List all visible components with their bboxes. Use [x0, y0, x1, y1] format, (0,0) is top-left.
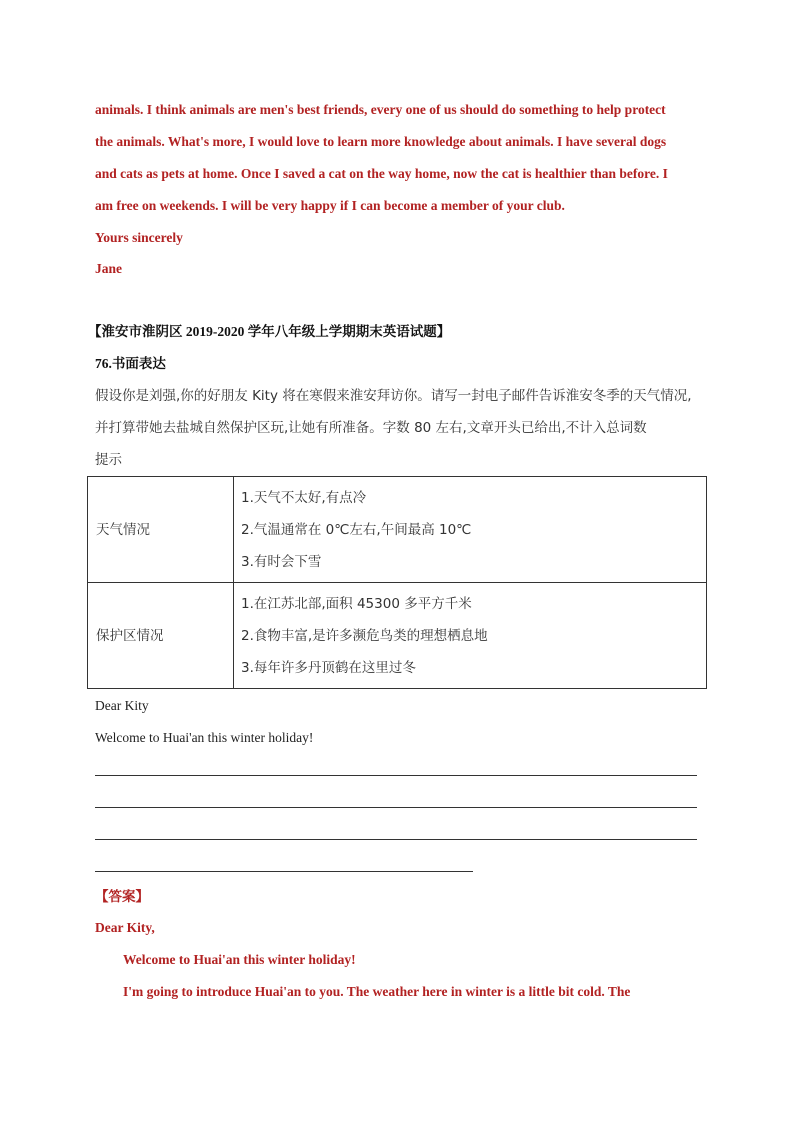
- writing-line: [95, 775, 697, 776]
- writing-line: [95, 871, 473, 872]
- answer-line: Welcome to Huai'an this winter holiday!: [123, 952, 356, 967]
- hint-table-content-cell: [234, 477, 707, 583]
- letter-signature: Jane: [95, 261, 122, 276]
- answer-continuation-line: and cats as pets at home. Once I saved a cat on the way home, now the cat is healthier than before. I: [95, 166, 668, 181]
- answer-salutation: Dear Kity,: [95, 920, 155, 935]
- hint-table-label-cell: [88, 477, 234, 583]
- hint-table-label-cell: [88, 583, 234, 689]
- hint-item: 2.食物丰富,是许多濒危鸟类的理想栖息地: [241, 627, 488, 644]
- writing-line: [95, 839, 697, 840]
- answer-continuation-line: animals. I think animals are men's best friends, every one of us should do something to help protect: [95, 102, 666, 117]
- answer-continuation-line: am free on weekends. I will be very happy if I can become a member of your club.: [95, 198, 565, 213]
- hint-row-label: 天气情况: [96, 521, 150, 538]
- question-number-title: 76.书面表达: [95, 356, 166, 371]
- letter-closing: Yours sincerely: [95, 230, 183, 245]
- hint-row-label: 保护区情况: [96, 627, 164, 644]
- hint-table-row-reserve: [88, 583, 707, 689]
- answer-label: 【答案】: [95, 889, 149, 905]
- instruction-line: 并打算带她去盐城自然保护区玩,让她有所准备。字数 80 左右,文章开头已给出,不计入总词数: [95, 420, 647, 436]
- hint-table-row-weather: [88, 477, 707, 583]
- hint-label: 提示: [95, 452, 122, 468]
- hint-item: 3.有时会下雪: [241, 553, 322, 570]
- question-source-heading: 【淮安市淮阴区 2019-2020 学年八年级上学期期末英语试题】: [88, 324, 451, 339]
- hint-item: 3.每年许多丹顶鹤在这里过冬: [241, 659, 416, 676]
- hint-table: [87, 476, 707, 689]
- letter-salutation: Dear Kity: [95, 698, 149, 713]
- hint-item: 1.天气不太好,有点冷: [241, 489, 367, 506]
- answer-line: I'm going to introduce Huai'an to you. The weather here in winter is a little bit cold. The: [123, 984, 631, 999]
- answer-continuation-line: the animals. What's more, I would love to learn more knowledge about animals. I have several dogs: [95, 134, 667, 149]
- hint-item: 2.气温通常在 0℃左右,午间最高 10℃: [241, 521, 472, 538]
- writing-line: [95, 807, 697, 808]
- instruction-line: 假设你是刘强,你的好朋友 Kity 将在寒假来淮安拜访你。请写一封电子邮件告诉淮安冬季的天气情况,: [95, 388, 692, 404]
- hint-table-content-cell: [234, 583, 707, 689]
- hint-item: 1.在江苏北部,面积 45300 多平方千米: [241, 595, 472, 612]
- letter-opening: Welcome to Huai'an this winter holiday!: [95, 730, 314, 745]
